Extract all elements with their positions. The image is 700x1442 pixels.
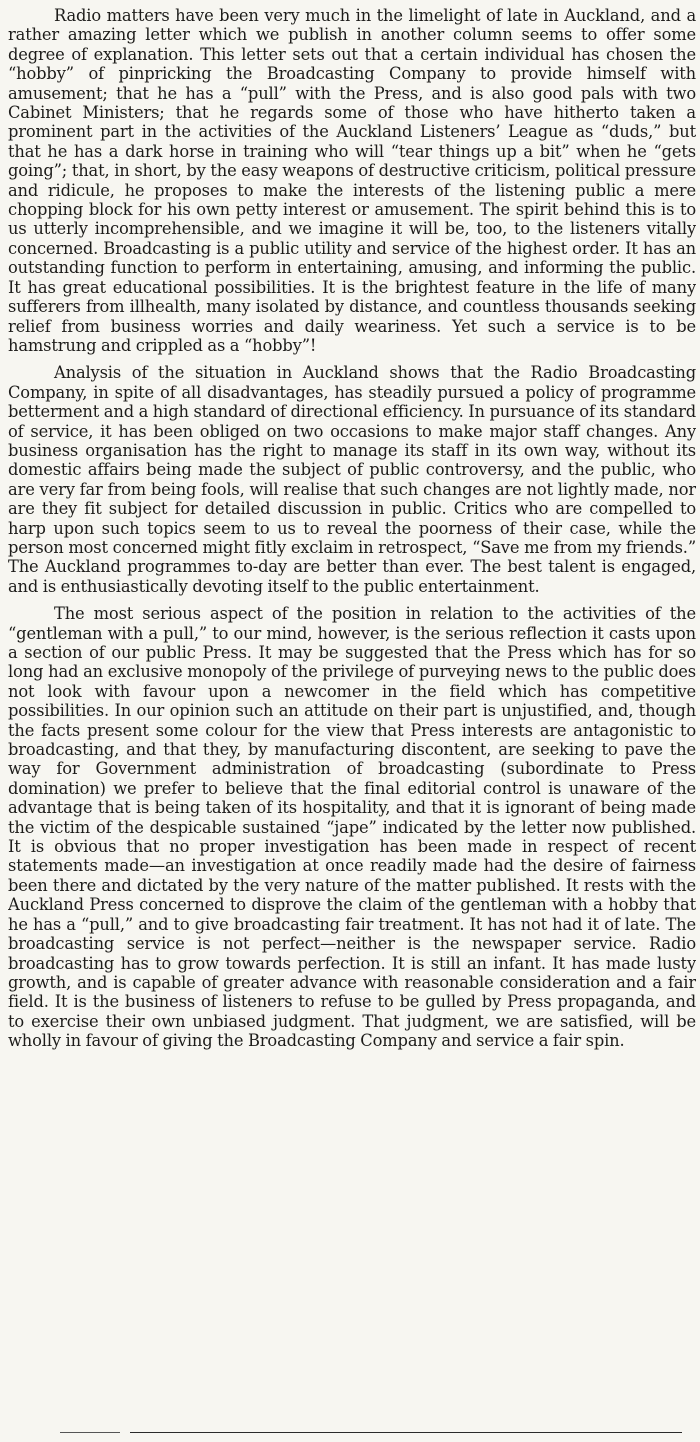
article-paragraph-2: Analysis of the situation in Auckland shows that the Radio Broadcasting Company, in spite of all disadvantages, has steadily pursued a policy of programme betterment and a high standard of directional efficiency. In pursuance of its standard of service, it has been obliged on two occasions to make major staff changes. Any business organisation has the right to manage its staff in its own way, without its domestic affairs being made the subject of public controversy, and the public, who are very far from being fools, will realise that such changes are not lightly made, nor are they fit subject for detailed discussion in public. Critics who are compelled to harp upon such topics seem to us to reveal the poorness of their case, while the person most concerned might fitly exclaim in retrospect, “Save me from my friends.” The Auckland programmes to-day are better than ever. The best talent is engaged, and is enthusiastically devoting itself to the public entertainment.	[8, 363, 696, 596]
article-paragraph-1: Radio matters have been very much in the limelight of late in Auckland, and a rather amazing letter which we publish in another column seems to offer some degree of explanation. This letter sets out that a certain individual has chosen the “hobby” of pinpricking the Broadcasting Company to provide himself with amusement; that he has a “pull” with the Press, and is also good pals with two Cabinet Ministers; that he regards some of those who have hitherto taken a prominent part in the activities of the Auckland Listeners’ League as “duds,” but that he has a dark horse in training who will “tear things up a bit” when he “gets going”; that, in short, by the easy weapons of destructive criticism, political pressure and ridicule, he proposes to make the interests of the listening public a mere chopping block for his own petty interest or amusement. The spirit behind this is to us utterly incomprehensible, and we imagine it will be, too, to the listeners vitally concerned. Broadcasting is a public utility and service of the highest order. It has an outstanding function to perform in entertaining, amusing, and informing the public. It has great educational possibilities. It is the brightest feature in the life of many sufferers from illhealth, many isolated by distance, and countless thousands seeking relief from business worries and daily weariness. Yet such a service is to be hamstrung and crippled as a “hobby”!	[8, 6, 696, 355]
article-paragraph-3: The most serious aspect of the position in relation to the activities of the “gentleman with a pull,” to our mind, however, is the serious reflection it casts upon a section of our public Press. It may be suggested that the Press which has for so long had an exclusive monopoly of the privilege of purveying news to the public does not look with favour upon a newcomer in the field which has competitive possibilities. In our opinion such an attitude on their part is unjustified, and, though the facts present some colour for the view that Press interests are antagonistic to broadcasting, and that they, by manufacturing discontent, are seeking to pave the way for Government administration of broadcasting (subordinate to Press domination) we prefer to believe that the final editorial control is unaware of the advantage that is being taken of its hospitality, and that it is ignorant of being made the victim of the despicable sustained “jape” indicated by the letter now published. It is obvious that no proper investigation has been made in respect of recent statements made—an investigation at once readily made had the desire of fairness been there and dictated by the very nature of the matter published. It rests with the Auckland Press concerned to disprove the claim of the gentleman with a hobby that he has a “pull,” and to give broadcasting fair treatment. It has not had it of late. The broadcasting service is not perfect—neither is the newspaper service. Radio broadcasting has to grow towards perfection. It is still an infant. It has made lusty growth, and is capable of greater advance with reasonable consideration and a fair field. It is the business of listeners to refuse to be gulled by Press propaganda, and to exercise their own unbiased judgment. That judgment, we are satisfied, will be wholly in favour of giving the Broadcasting Company and service a fair spin.	[8, 604, 696, 1051]
article-page	[8, 6, 696, 1426]
closing-rule-short	[60, 1432, 120, 1433]
closing-rule	[130, 1432, 682, 1433]
